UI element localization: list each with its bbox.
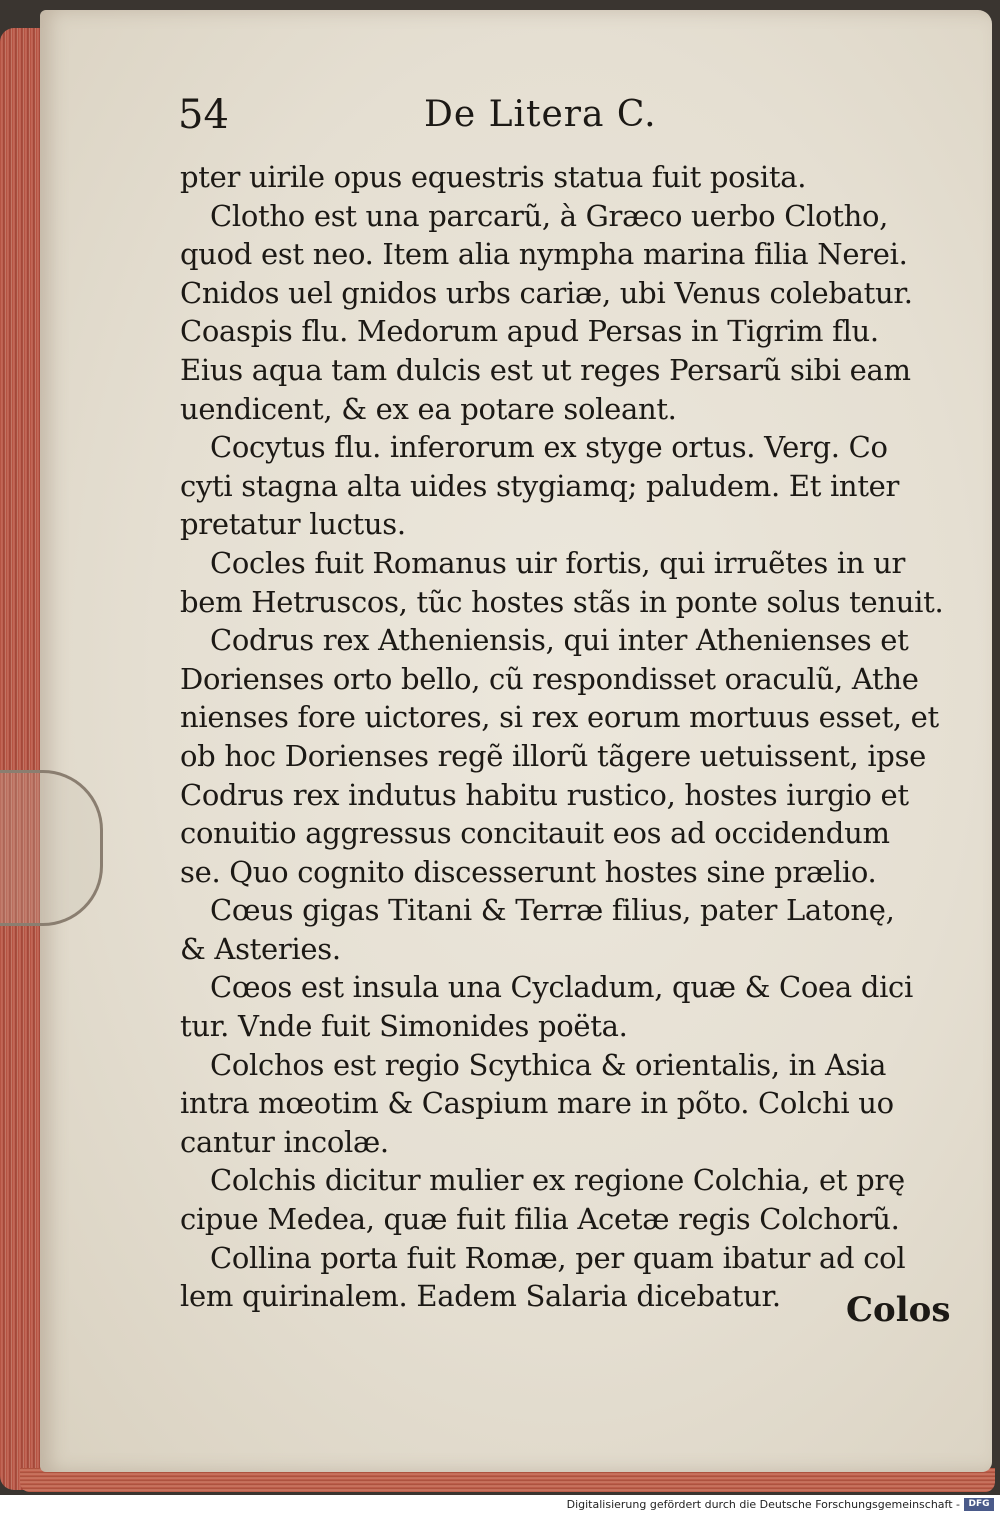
text-line: Cocytus flu. inferorum ex stygе ortus. Verg. Co — [210, 430, 888, 465]
text-line: Cocles fuit Romanus uir fortis, qui irruẽtes in ur — [210, 545, 906, 580]
text-line: Cœos est insula una Cycladum, quæ & Coea dici — [210, 970, 913, 1005]
text-line: Colchos est regio Scythica & orientalis, in Asia — [210, 1047, 887, 1082]
text-line: se. Quo cognito discesserunt hostes sine prælio. — [180, 854, 877, 889]
text-line: Codrus rex Atheniensis, qui inter Athenienses et — [210, 623, 909, 658]
text-line: Coaspis flu. Medorum apud Persas in Tigrim flu. — [180, 314, 879, 349]
text-line: Codrus rex indutus habitu rustico, hostes iurgio et — [180, 777, 909, 812]
text-line: ob hoc Dorienses regẽ illorũ tãgere uetuissent, ipse — [180, 738, 927, 773]
page-header — [180, 92, 950, 158]
text-line: Cnidos uel gnidos urbs cariæ, ubi Venus colebatur. — [180, 275, 913, 310]
page-text — [180, 92, 950, 1316]
running-head: De Litera C. — [424, 94, 657, 135]
text-line: nienses fore uictores, si rex eorum mortuus esset, et — [180, 700, 939, 735]
page-number: 54 — [178, 92, 229, 138]
funding-note: Digitalisierung gefördert durch die Deutsche Forschungsgemeinschaft - — [566, 1498, 960, 1511]
text-line: Cœus gigas Titani & Terræ filius, pater Latonę, — [210, 893, 895, 928]
text-body — [180, 158, 950, 1316]
text-line: lem quirinalem. Eadem Salaria dicebatur. — [180, 1279, 781, 1314]
text-line: Clotho est una parcarũ, à Græco uerbo Clotho, — [210, 198, 889, 233]
text-line: pter uirile opus equestris statua fuit posita. — [180, 160, 807, 194]
footer-bar — [0, 1495, 1000, 1515]
text-line: intra mœotim & Caspium mare in põto. Colchi uo — [180, 1086, 894, 1121]
text-line: Dorienses orto bello, cũ respondisset oraculũ, Athe — [180, 661, 919, 696]
text-line: conuitio aggressus concitauit eos ad occidendum — [180, 816, 890, 851]
book-clasp — [0, 770, 103, 926]
text-line: & Asteries. — [180, 931, 341, 966]
text-line: quod est neo. Item alia nympha marina filia Nerei. — [180, 237, 908, 272]
text-line: cantur incolæ. — [180, 1124, 389, 1159]
text-line: Eius aqua tam dulcis est ut reges Persarũ sibi eam — [180, 352, 911, 387]
text-line: cipue Medea, quæ fuit filia Acetæ regis Colchorũ. — [180, 1202, 900, 1237]
text-line: bem Hetruscos, tũc hostes stãs in ponte solus tenuit. — [180, 584, 944, 619]
text-line: cyti stagna alta uides stygiamq; paludem. Et inter — [180, 468, 900, 503]
text-line: pretatur luctus. — [180, 507, 406, 542]
catchword: Colos — [846, 1290, 951, 1330]
dfg-logo-icon: DFG — [964, 1498, 994, 1511]
text-line: Colchis dicitur mulier ex regione Colchia, et prę — [210, 1163, 905, 1198]
text-line: tur. Vnde fuit Simonides poëta. — [180, 1009, 628, 1044]
text-line: uendicent, & ex ea potare soleant. — [180, 391, 677, 426]
text-line: Collina porta fuit Romæ, per quam ibatur ad col — [210, 1240, 906, 1275]
